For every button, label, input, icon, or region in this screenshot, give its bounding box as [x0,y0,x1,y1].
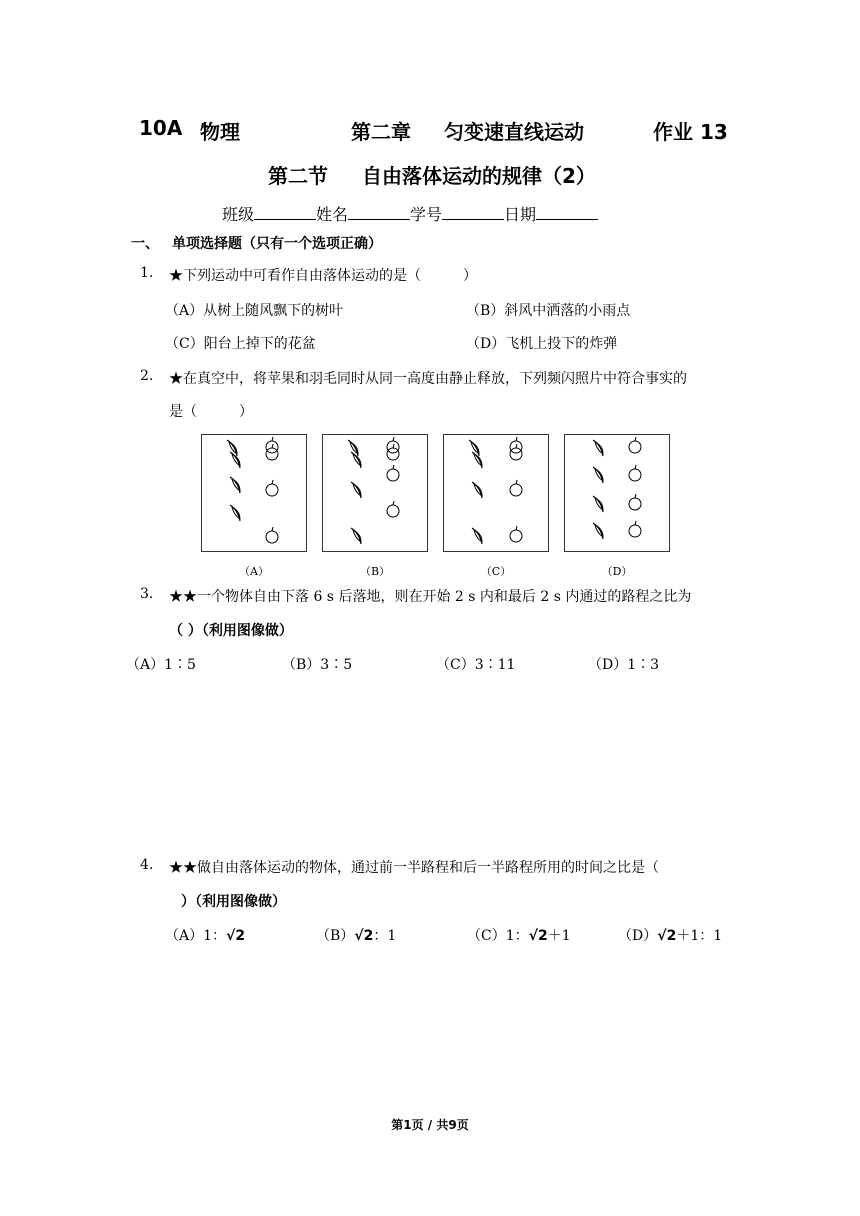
apple-icon [629,494,641,510]
q4-stem-line1: ★★做自由落体运动的物体，通过前一半路程和后一半路程所用的时间之比是（ [169,860,659,876]
name-blank [348,205,410,220]
apple-icon [387,437,399,453]
class-label: 班级 [222,205,255,224]
apple-icon [629,437,641,453]
q1-stem: ★下列运动中可看作自由落体运动的是（ ） [169,268,477,284]
q3-stem-line2: （ ）（利用图像做） [169,623,293,639]
section-title: 自由落体运动的规律（2） [362,164,596,188]
sqrt-icon: √2 [528,928,548,944]
q1-option-b: （B）斜风中洒落的小雨点 [466,303,631,319]
apple-icon [266,527,278,543]
strobe-label-d: （D） [601,565,633,578]
date-label: 日期 [504,205,537,224]
q1-number: 1. [140,265,154,281]
q1-option-c: （C）阳台上掉下的花盆 [165,336,316,352]
feather-icon [593,496,603,512]
strobe-photo-c [443,434,549,552]
feather-icon [230,505,240,521]
feather-icon [593,440,603,456]
q1-option-d: （D）飞机上投下的炸弹 [466,336,618,352]
page-number: 第1页 / 共9页 [391,1118,469,1132]
strobe-photo-b [322,434,428,552]
header-homework: 作业 13 [653,120,728,144]
part1-number: 一、 [131,236,159,252]
section-number: 第二节 [268,164,328,188]
q4-option-b-post: ：1 [373,928,397,944]
feather-icon [351,482,361,498]
q3-number: 3. [140,586,154,602]
apple-icon [266,437,278,453]
apple-icon [629,465,641,481]
q4-option-c-pre: （C）1： [467,928,529,944]
q4-option-c [467,925,571,945]
apple-icon [510,526,522,542]
header-chapter: 第二章 [351,120,411,144]
feather-icon [593,523,603,539]
strobe-photo-d-drawing [565,435,671,553]
feather-icon [472,528,482,544]
q4-stem-line2: ）（利用图像做） [181,894,286,910]
q4-option-d [618,925,722,945]
date-blank [536,205,598,220]
q2-stem-line1: ★在真空中，将苹果和羽毛同时从同一高度由静止释放，下列频闪照片中符合事实的 [169,371,687,387]
strobe-photo-b-drawing [323,435,429,553]
q3-stem-line1: ★★一个物体自由下落 6 s 后落地，则在开始 2 s 内和最后 2 s 内通过的路程之比为 [169,589,692,605]
strobe-label-b: （B） [359,565,391,578]
sqrt-icon: √2 [226,928,246,944]
strobe-label-c: （C） [480,565,512,578]
strobe-photo-a-drawing [202,435,308,553]
student-info-line [222,202,598,225]
q1-option-a: （A）从树上随风飘下的树叶 [165,303,344,319]
feather-icon [351,528,361,544]
apple-icon [387,465,399,481]
q3-option-b: （B）3∶5 [282,657,353,673]
q3-option-a: （A）1∶5 [126,657,196,673]
q4-option-a [165,925,245,945]
q2-number: 2. [140,368,154,384]
sqrt-icon: √2 [657,928,677,944]
feather-icon [351,452,361,468]
q2-stem-line2: 是（ ） [169,404,253,420]
header-chapter-title: 匀变速直线运动 [444,120,584,144]
q4-option-a-pre: （A）1： [165,928,227,944]
feather-icon [472,482,482,498]
header-grade: 10A [139,116,183,140]
strobe-photo-a [201,434,307,552]
class-blank [254,205,316,220]
q4-option-d-post: ＋1：1 [676,928,723,944]
feather-icon [593,467,603,483]
apple-icon [266,480,278,496]
strobe-photo-c-drawing [444,435,550,553]
strobe-photo-d [564,434,670,552]
header-subject: 物理 [200,120,240,144]
q4-option-d-pre: （D） [618,928,658,944]
q3-option-c: （C）3∶11 [436,657,516,673]
q4-number: 4. [140,857,154,873]
feather-icon [230,477,240,493]
apple-icon [266,444,278,460]
name-label: 姓名 [316,205,349,224]
q4-option-b [316,925,396,945]
strobe-label-a: （A） [239,565,269,578]
q4-option-b-pre: （B） [316,928,355,944]
apple-icon [510,480,522,496]
id-label: 学号 [410,205,443,224]
part1-title: 单项选择题（只有一个选项正确） [172,236,382,252]
apple-icon [510,444,522,460]
apple-icon [387,501,399,517]
sqrt-icon: √2 [354,928,374,944]
apple-icon [387,444,399,460]
id-blank [442,205,504,220]
feather-icon [230,452,240,468]
apple-icon [510,437,522,453]
q3-option-d: （D）1∶3 [588,657,660,673]
q4-option-c-post: ＋1 [547,928,571,944]
apple-icon [629,521,641,537]
feather-icon [472,452,482,468]
